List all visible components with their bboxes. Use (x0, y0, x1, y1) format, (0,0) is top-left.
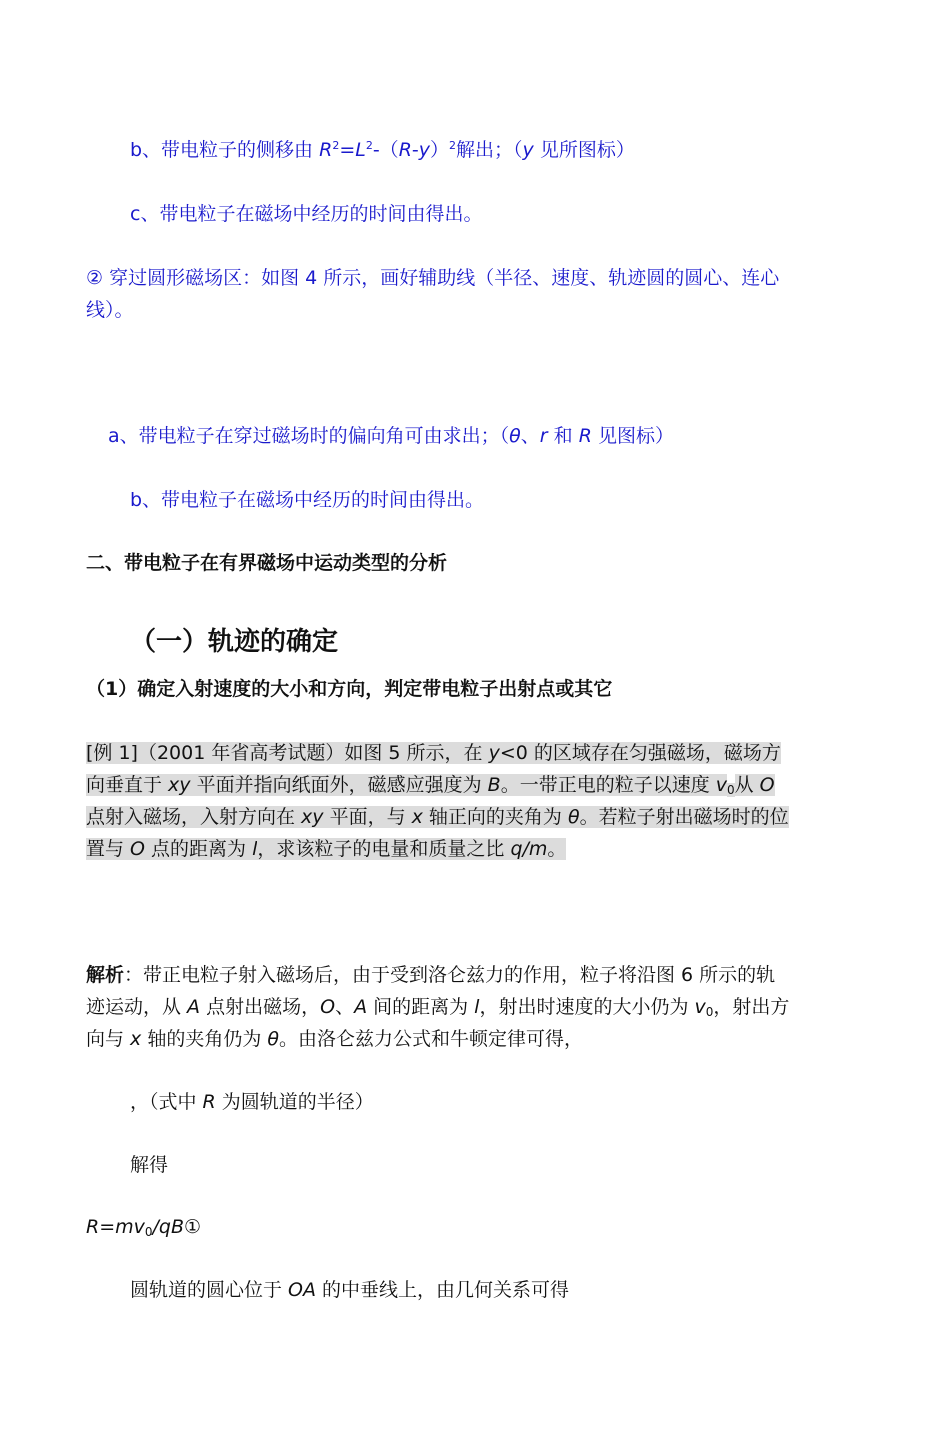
text: 点射入磁场，入射方向在 (86, 806, 302, 828)
paragraph-c-time: c、带电粒子在磁场中经历的时间由得出。 (130, 203, 483, 225)
text: 置与 (86, 838, 131, 860)
text: 点射出磁场， (200, 996, 321, 1018)
sub-item-heading: （1）确定入射速度的大小和方向，判定带电粒子出射点或其它 (86, 678, 613, 700)
paragraph-b-lateral-shift (130, 134, 635, 166)
var-OA: OA (288, 1279, 316, 1301)
var-O: O (320, 996, 336, 1018)
var-y: y (522, 139, 534, 161)
last-paragraph (130, 1274, 569, 1306)
var-R: R (202, 1091, 216, 1113)
text: ，（式中 (130, 1091, 203, 1113)
text: 轴正向的夹角为 (422, 806, 568, 828)
text: ，射出方 (713, 996, 790, 1018)
var-O: O (130, 838, 146, 860)
paragraph-b-time: b、带电粒子在磁场中经历的时间由得出。 (130, 489, 485, 511)
text: 从 (734, 774, 760, 796)
text: -（ (372, 139, 399, 161)
var-r: r (539, 425, 548, 447)
text: 、 (520, 425, 540, 447)
text: 解出；（ (456, 139, 523, 161)
var-R: R (578, 425, 592, 447)
var-y: y (418, 139, 430, 161)
text: ，射出时速度的大小仍为 (479, 996, 695, 1018)
subsection-heading: （一）轨迹的确定 (130, 627, 339, 657)
var-mv: mv (115, 1216, 145, 1238)
text: 圆轨道的圆心位于 (130, 1279, 289, 1301)
text: ，求该粒子的电量和质量之比 (257, 838, 511, 860)
var-xy: xy (301, 806, 324, 828)
text: 向与 (86, 1028, 131, 1050)
example-line-3 (86, 801, 789, 833)
section-heading: 二、带电粒子在有界磁场中运动类型的分析 (86, 552, 448, 574)
var-A: A (354, 996, 368, 1018)
text: ） (430, 139, 450, 161)
example-line-4 (86, 833, 566, 865)
var-theta: θ (267, 1028, 280, 1050)
var-theta: θ (567, 806, 580, 828)
text: = (339, 139, 356, 161)
result-equation (86, 1211, 201, 1243)
text: 、 (335, 996, 355, 1018)
solve-label: 解得 (130, 1154, 169, 1176)
var-B: B (487, 774, 501, 796)
text: <0 的区域存在匀强磁场，磁场方 (499, 742, 781, 764)
equation-number: ① (184, 1216, 202, 1238)
text: a、带电粒子在穿过磁场时的偏向角可由求出；（ (108, 425, 510, 447)
superscript: 2 (365, 139, 373, 152)
analysis-line-2 (86, 991, 789, 1023)
text: 。一带正电的粒子以速度 (500, 774, 716, 796)
text: 。若粒子射出磁场时的位 (579, 806, 789, 828)
var-q-over-m: q/m (510, 838, 548, 860)
analysis-line-1 (86, 959, 775, 991)
text: ：带正电粒子射入磁场后，由于受到洛仑兹力的作用，粒子将沿图 6 所示的轨 (124, 964, 776, 986)
var-O: O (759, 774, 775, 796)
paragraph-a-deflection-angle (108, 420, 674, 452)
text: - (411, 139, 419, 161)
text: 见所图标） (533, 139, 635, 161)
var-y: y (488, 742, 500, 764)
text: 点的距离为 (145, 838, 253, 860)
text: 。由洛仑兹力公式和牛顿定律可得， (279, 1028, 584, 1050)
paragraph-circular-field-line1: ② 穿过圆形磁场区：如图 4 所示，画好辅助线（半径、速度、轨迹圆的圆心、连心 (86, 267, 780, 289)
var-theta: θ (509, 425, 521, 447)
var-R: R (398, 139, 412, 161)
var-R: R (319, 139, 333, 161)
var-l: l (474, 996, 480, 1018)
analysis-line-3 (86, 1023, 583, 1055)
subscript: 0 (705, 1005, 714, 1019)
analysis-label: 解析 (86, 964, 125, 986)
text: 迹运动，从 (86, 996, 188, 1018)
example-line-2 (86, 769, 775, 801)
text: 向垂直于 (86, 774, 169, 796)
var-A: A (187, 996, 201, 1018)
text: 间的距离为 (367, 996, 475, 1018)
subscript: 0 (144, 1225, 153, 1239)
text: 的中垂线上，由几何关系可得 (316, 1279, 570, 1301)
text: 见图标） (591, 425, 674, 447)
var-R: R (86, 1216, 100, 1238)
text: 轴的夹角仍为 (141, 1028, 268, 1050)
example-line-1 (86, 737, 781, 769)
text: = (99, 1216, 116, 1238)
paragraph-circular-field-line2: 线）。 (86, 299, 134, 321)
text: 平面并指向纸面外，磁感应强度为 (190, 774, 488, 796)
subscript: 0 (726, 783, 735, 797)
text: 和 (547, 425, 579, 447)
var-L: L (355, 139, 366, 161)
formula-note (130, 1086, 374, 1118)
var-qB: /qB (152, 1216, 185, 1238)
var-xy: xy (168, 774, 191, 796)
superscript: 2 (449, 139, 457, 152)
text: b、带电粒子的侧移由 (130, 139, 320, 161)
text: 平面，与 (323, 806, 412, 828)
var-x: x (130, 1028, 142, 1050)
var-x: x (411, 806, 423, 828)
text: 。 (547, 838, 567, 860)
text: [例 1]（2001 年省高考试题）如图 5 所示，在 (86, 742, 489, 764)
var-v: v (694, 996, 706, 1018)
superscript: 2 (332, 139, 340, 152)
var-l: l (252, 838, 258, 860)
text: 为圆轨道的半径） (215, 1091, 374, 1113)
var-v: v (715, 774, 727, 796)
